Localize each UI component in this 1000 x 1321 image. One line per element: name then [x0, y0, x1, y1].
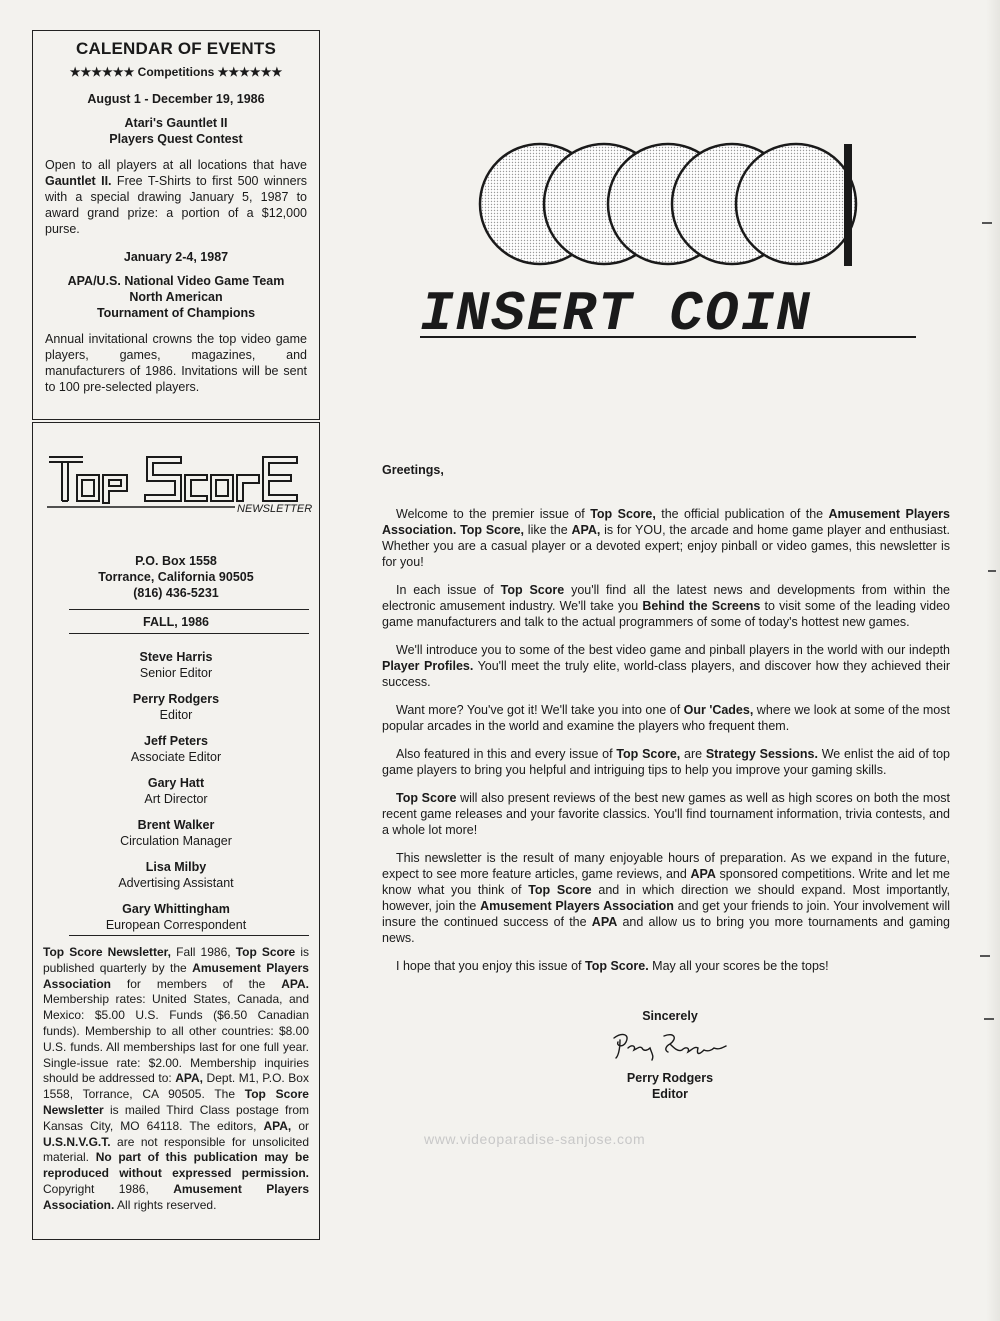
coin-stack-illustration [478, 140, 858, 275]
address-line-2: Torrance, California 90505 [98, 570, 254, 584]
address-line-1: P.O. Box 1558 [135, 554, 217, 568]
calendar-of-events-box [32, 30, 320, 420]
editor-letter [382, 462, 950, 986]
staff-entry: Jeff Peters Associate Editor [130, 734, 222, 764]
staff-entry: Steve Harris Senior Editor [139, 650, 213, 680]
letter-paragraph: This newsletter is the result of many enjoyable hours of preparation. As we expand in the future, expect to see more feature articles, game reviews, and APA sponsored competitions. Write and let me know what you think of Top Score and in which direction we should expand. Most importantly, however, join the Amusement Players Association and get your friends to join. Your involvement will insure the continued success of the APA and allow us to bring you more tournaments and gaming news. [382, 851, 951, 945]
binding-mark [980, 955, 990, 957]
competitions-label: ★★★★★★ Competitions ★★★★★★ [69, 65, 283, 79]
staff-entry: Brent Walker Circulation Manager [120, 818, 232, 848]
phone-number: (816) 436-5231 [133, 586, 219, 600]
event2-description: Annual invitational crowns the top video game players, games, magazines, and manufacturers of 1986. Invitations will be sent to 100 pre-selected players. [45, 332, 307, 394]
binding-mark [982, 222, 992, 224]
top-score-logo [47, 453, 317, 520]
event2-name-3: Tournament of Champions [96, 306, 256, 320]
issue-season: FALL, 1986 [143, 615, 209, 629]
letter-paragraph: Want more? You've got it! We'll take you into one of Our 'Cades, where we look at some of the most popular arcades in the world and examine the players who frequent them. [382, 703, 950, 733]
staff-entry: Gary Hatt Art Director [144, 776, 208, 806]
divider [69, 609, 309, 610]
feature-title-underline [420, 336, 916, 338]
publication-notice: Top Score Newsletter, Fall 1986, Top Score is published quarterly by the Amusement Players Association for members of the APA. Membership rates: United States, Canada, and Mexico: $5.00 U.S. Funds ($6.50 Canadian funds). Membership to all other countries: $8.00 U.S. funds. All memberships last for one full year. Single-issue rate: $2.00. Membership inquiries should be addressed to: APA, Dept. M1, P.O. Box 1558, Torrance, CA 90505. The Top Score Newsletter is mailed Third Class postage from Kansas City, MO 64118. The editors, APA, or U.S.N.V.G.T. are not responsible for unsolicited material. No part of this publication may be reproduced without expressed permission. Copyright 1986, Amusement Players Association. All rights reserved. [43, 945, 310, 1212]
top-score-logo-icon [47, 453, 317, 515]
staff-entry: Gary Whittingham European Correspondent [105, 902, 247, 932]
letter-paragraph: In each issue of Top Score you'll find all the latest news and developments from within the electronic amusement industry. We'll take you Behind the Screens to visit some of the leading video game manufacturers and talk to the actual programmers of some of today's hottest new games. [382, 583, 951, 629]
divider [69, 935, 309, 936]
staff-list [33, 649, 319, 943]
staff-entry: Lisa Milby Advertising Assistant [118, 860, 234, 890]
signature-icon [608, 1028, 738, 1062]
signer-name: Perry Rodgers [626, 1071, 714, 1085]
event2-dates: January 2-4, 1987 [123, 250, 229, 264]
binding-mark [984, 1018, 994, 1020]
letter-paragraph: We'll introduce you to some of the best video game and pinball players in the world with our indepth Player Profiles. You'll meet the truly elite, world-class players, and discover how they achieved their success. [382, 643, 951, 689]
staff-entry: Perry Rodgers Editor [132, 692, 220, 722]
letter-greeting: Greetings, [382, 463, 444, 477]
event2-name-1: APA/U.S. National Video Game Team [67, 274, 285, 288]
feature-title: INSERT COIN [420, 282, 812, 346]
divider [69, 633, 309, 634]
letter-paragraph: I hope that you enjoy this issue of Top Score. May all your scores be the tops! [396, 959, 829, 973]
event1-name-1: Atari's Gauntlet II [124, 116, 228, 130]
binding-mark [988, 570, 996, 572]
watermark: www.videoparadise-sanjose.com [424, 1131, 646, 1147]
mailing-address [33, 553, 319, 601]
masthead-box [32, 422, 320, 1240]
closing: Sincerely [642, 1009, 698, 1023]
event1-description: Open to all players at all locations that have Gauntlet II. Free T-Shirts to first 500 winners with a special drawing January 5, 1987 to award grand prize: a portion of a $12,000 purse. [45, 158, 307, 236]
letter-paragraph: Also featured in this and every issue of Top Score, are Strategy Sessions. We enlist the aid of top game players to bring you helpful and intriguing tips to help you improve your gaming skills. [382, 747, 950, 777]
event1-dates: August 1 - December 19, 1986 [87, 92, 265, 106]
letter-paragraph: Top Score will also present reviews of the best new games as well as high scores on both the most recent game releases and your favorite classics. You'll find tournament information, trivia contests, and a whole lot more! [382, 791, 950, 837]
calendar-title: CALENDAR OF EVENTS [75, 39, 277, 58]
event2-name-2: North American [129, 290, 223, 304]
page-edge [986, 0, 1000, 1321]
logo-newsletter-label: NEWSLETTER [237, 503, 313, 515]
signature [608, 1028, 738, 1067]
letter-paragraph: Welcome to the premier issue of Top Score, the official publication of the Amusement Players Association. Top Score, like the APA, is for YOU, the arcade and home game player and enthusiast. Whether you are a casual player or a devoted expert; enjoy pinball or video games, this newsletter is for you! [382, 507, 950, 569]
event1-name-2: Players Quest Contest [109, 132, 243, 146]
coins-icon [478, 140, 858, 270]
signer-title: Editor [651, 1087, 689, 1101]
